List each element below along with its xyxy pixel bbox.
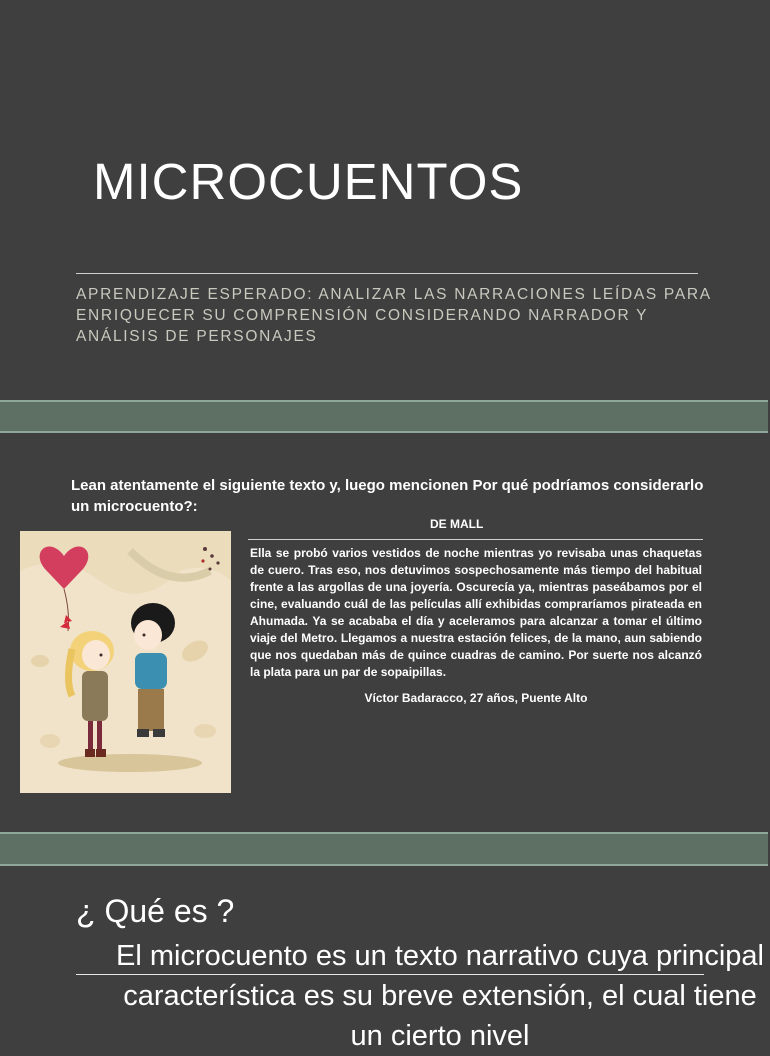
story-text: Ella se probó varios vestidos de noche mientras yo revisaba unas chaquetas de cuero. Tras eso, nos detuvimos sospechosamente más tiempo del habitual frente a las argollas de una joyería. Oscurecía ya, mientras paseábamos por el cine, evaluando cuál de las películas allí exhibidas compraríamos pirateada en Ahumada. Ya se acababa el día y aceleramos para alcanzar a tomar el último viaje del Metro. Llegamos a nuestra estación felices, de la mano, aun sabiendo que nos quedaban más de quince cuadras de camino. Por suerte nos alcanzó la plata para un par de sopaipillas. [250,546,702,679]
story-author: Víctor Badaracco, 27 años, Puente Alto [364,691,588,705]
story-title: DE MALL [430,517,484,531]
instruction-text: Lean atentamente el siguiente texto y, luego mencionen Por qué podríamos considerarlo un microcuento?: [71,477,704,515]
slide-1 [0,0,768,400]
story-body [250,545,702,707]
question-heading: ¿ Qué es ? [76,893,235,929]
slide-3 [0,866,768,1052]
definition-text: El microcuento es un texto narrativo cuya principal característica es su breve extensión, el cual tiene un cierto nivel [116,940,764,1052]
slide-title: MICROCUENTOS [93,153,524,210]
slide-subtitle: APRENDIZAJE ESPERADO: ANALIZAR LAS NARRACIONES LEÍDAS PARA ENRIQUECER SU COMPRENSIÓN CONSIDERANDO NARRADOR Y ANÁLISIS DE PERSONAJES [76,286,711,345]
slide-2 [0,433,768,832]
couple-illustration [20,531,231,793]
title-divider [76,273,698,274]
story-divider [248,539,703,540]
slide-separator [0,400,768,433]
slide-separator-2 [0,832,768,866]
